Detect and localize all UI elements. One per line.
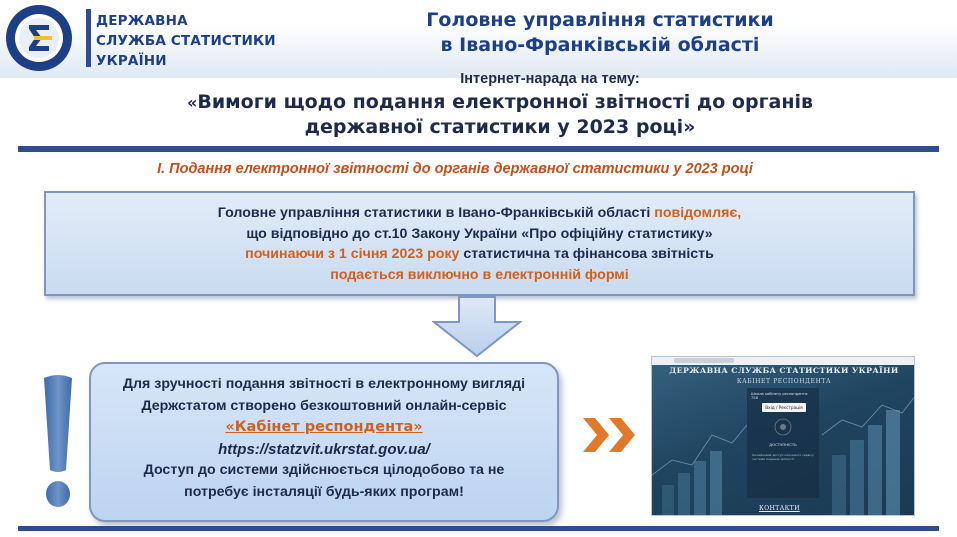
browser-bar: [652, 357, 915, 365]
page-title-line-2: в Івано-Франківській області: [440, 34, 760, 56]
screenshot-version-note: Шкала кабінету респондента: 758: [751, 392, 809, 400]
org-name-line-3: УКРАЇНИ: [96, 53, 167, 69]
double-chevron-right-icon: [581, 416, 641, 454]
info-line-5: потребує інсталяції будь-яких програм!: [184, 483, 464, 500]
bottom-divider: [18, 526, 939, 531]
info-box: [89, 362, 559, 522]
org-name: [96, 11, 296, 71]
derzhstat-logo: [4, 3, 74, 73]
section-title: І. Подання електронної звітності до органів державної статистики у 2023 році: [157, 161, 753, 177]
info-line-1: Для зручності подання звітності в електронному вигляді: [122, 376, 526, 392]
topic-open-quote: «: [187, 93, 198, 112]
screenshot-title: ДЕРЖАВНА СЛУЖБА СТАТИСТИКИ УКРАЇНИ: [669, 366, 899, 375]
event-intro: Інтернет-нарада на тему:: [460, 71, 640, 87]
down-arrow-icon: [432, 296, 522, 358]
topic-line-1: Вимоги щодо подання електронної звітності до органів: [197, 91, 813, 113]
browser-url-field: [674, 358, 734, 363]
notice-line-1a: Головне управління статистики в Івано-Франківській області: [217, 205, 655, 221]
top-divider: [18, 146, 939, 152]
page-title: [380, 8, 820, 58]
info-line-4: Доступ до системи здійснюється цілодобово та не: [143, 462, 505, 478]
screenshot-subtitle: КАБІНЕТ РЕСПОНДЕНТА: [736, 378, 832, 385]
org-name-line-1: ДЕРЖАВНА: [96, 13, 188, 29]
respondent-cabinet-screenshot: [651, 356, 915, 516]
notice-line-1b: повідомляє,: [654, 205, 742, 221]
screenshot-contacts: КОНТАКТИ: [759, 505, 800, 512]
service-url-link[interactable]: https://statzvit.ukrstat.gov.ua/: [218, 440, 430, 458]
notice-line-4: подається виключно в електронній формі: [330, 266, 629, 283]
exclamation-icon: [38, 374, 78, 510]
service-name-link[interactable]: «Кабінет респондента»: [225, 419, 423, 435]
event-topic: [160, 90, 840, 139]
notice-line-2: що відповідно до ст.10 Закону України «Про офіційну статистику»: [246, 225, 713, 242]
screenshot-login-button: Вхід / Реєстрація: [762, 403, 806, 412]
org-name-line-2: СЛУЖБА СТАТИСТИКИ: [96, 33, 276, 49]
screenshot-description: Онлайновий доступ ключового сервісу системи подання звітності: [752, 453, 814, 461]
page-title-line-1: Головне управління статистики: [426, 9, 774, 31]
org-accent-bar: [86, 9, 91, 67]
screenshot-access-label: ДОСТУПНІСТЬ: [769, 442, 797, 447]
topic-line-2: державної статистики у 2023 році»: [304, 116, 696, 138]
notice-line-3b: статистична та фінансова звітність: [459, 246, 714, 262]
notice-box: [44, 191, 915, 296]
info-line-2: Держстатом створено безкоштовний онлайн-сервіс: [141, 397, 507, 414]
notice-line-3a: починаючи з 1 січня 2023 року: [245, 246, 460, 262]
